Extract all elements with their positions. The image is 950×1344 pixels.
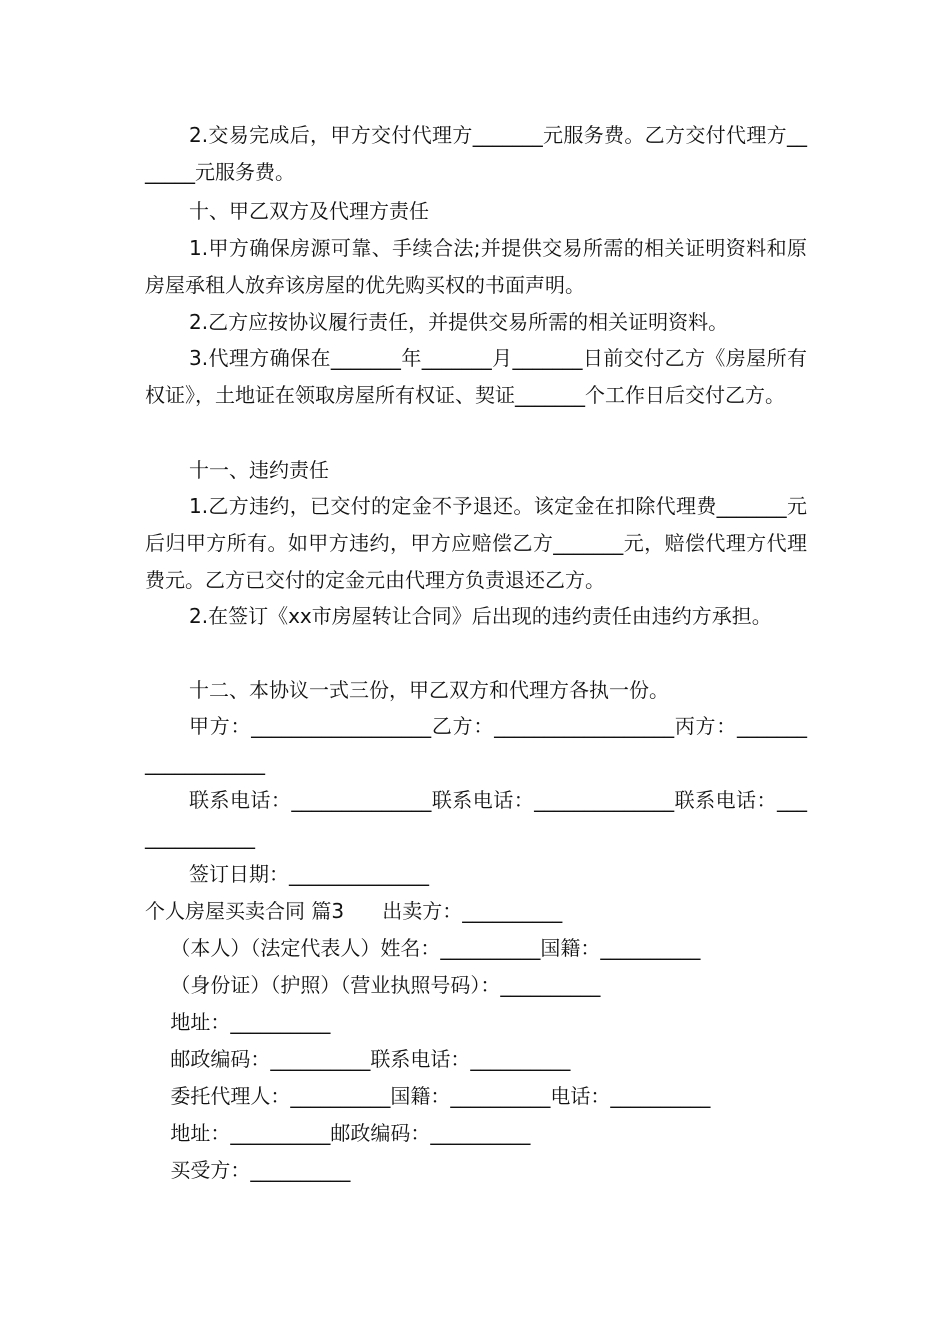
seller-id-number: （身份证）（护照）（营业执照号码）：__________ bbox=[145, 973, 601, 997]
signing-date: 签订日期：______________ bbox=[189, 862, 429, 886]
clause-10-3: 3.代理方确保在_______年_______月_______日前交付乙方《房屋所有权证》，土地证在领取房屋所有权证、契证_______个工作日后交付乙方。 bbox=[145, 346, 807, 407]
contract-3-title-seller: 个人房屋买卖合同 篇3 出卖方：__________ bbox=[145, 899, 563, 923]
signature-parties: 甲方：__________________乙方：__________________丙方：___________________ bbox=[145, 714, 807, 775]
clause-11-2: 2.在签订《xx市房屋转让合同》后出现的违约责任由违约方承担。 bbox=[189, 604, 772, 628]
clause-10-1: 1.甲方确保房源可靠、手续合法;并提供交易所需的相关证明资料和原房屋承租人放弃该房屋的优先购买权的书面声明。 bbox=[145, 236, 807, 297]
agent-address-postcode: 地址：__________邮政编码：__________ bbox=[145, 1121, 531, 1145]
seller-name-nationality: （本人）（法定代表人）姓名：__________国籍：__________ bbox=[145, 936, 701, 960]
seller-agent: 委托代理人：__________国籍：__________电话：__________ bbox=[145, 1084, 711, 1108]
section-10-heading: 十、甲乙双方及代理方责任 bbox=[189, 199, 429, 223]
clause-10-2: 2.乙方应按协议履行责任，并提供交易所需的相关证明资料。 bbox=[189, 310, 729, 334]
section-11-heading: 十一、违约责任 bbox=[189, 458, 329, 482]
seller-address: 地址：__________ bbox=[145, 1010, 331, 1034]
signature-phones: 联系电话：______________联系电话：______________联系电话：______________ bbox=[145, 788, 807, 849]
clause-11-1: 1.乙方违约，已交付的定金不予退还。该定金在扣除代理费_______元后归甲方所有。如甲方违约，甲方应赔偿乙方_______元，赔偿代理方代理费元。乙方已交付的定金元由代理方负责退还乙方。 bbox=[145, 494, 807, 592]
seller-postcode-phone: 邮政编码：__________联系电话：__________ bbox=[145, 1047, 571, 1071]
buyer-label: 买受方：__________ bbox=[145, 1158, 351, 1182]
section-12-copies: 十二、本协议一式三份，甲乙双方和代理方各执一份。 bbox=[189, 678, 669, 702]
clause-9-2-service-fee: 2.交易完成后，甲方交付代理方_______元服务费。乙方交付代理方_______元服务费。 bbox=[145, 123, 807, 184]
